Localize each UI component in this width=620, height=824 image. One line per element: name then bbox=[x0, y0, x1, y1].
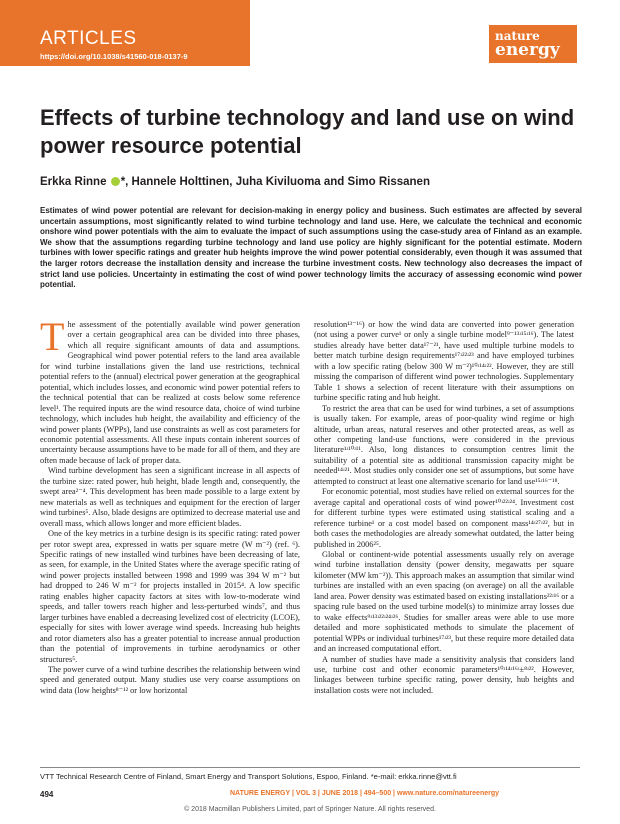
body-paragraph bbox=[40, 314, 300, 466]
body-paragraph: resolution¹³⁻¹⁶) or how the wind data are converted into power generation (not using a power curve¹ or only a single turbine model⁹⁻¹³ʴ¹⁵ʴ¹⁶). The latest studies already have better data¹⁷⁻²¹, have used multiple turbine models to better match turbine design requirements¹⁷ʴ²²ʴ²³ and have employed turbines with a low specific rating (below 300 W m⁻²)¹⁰ʴ¹⁴ʴ²². However, they are still missing the comparison of different wind power technologies. Supplementary Table 1 shows a selection of recent literature with their assumptions on turbine specific rating and hub height. bbox=[314, 320, 574, 403]
paragraph-text: he assessment of the potentially available wind power generation over a certain geographical area can be divided into three phases, which all require significant amounts of data and assumptions. Geographical wind power potential refers to the land area available for wind turbine installations given the land use restrictions, technical potential refers to the (annual) electrical power generation at the geographical potential, which includes losses, and economic wind power potential refers to the technical potential that can be realized at costs below some reference level¹. The required inputs are the wind resource data, choice of wind turbine technology, which includes hub height, the availability and efficiency of the wind power plants (WPPs), land use constraints as well as cost parameters for economic potential assessments. All these inputs contain inherent sources of uncertainty because assumptions have to be made for all of them, and they are often made because of lack of proper data. bbox=[40, 320, 300, 465]
journal-logo bbox=[489, 25, 577, 63]
section-label: ARTICLES bbox=[40, 28, 137, 49]
footer-divider bbox=[40, 767, 580, 768]
affiliation: VTT Technical Research Centre of Finland, Smart Energy and Transport Solutions, Espoo, Finland. *e-mail: erkka.rinne@vtt.fi bbox=[40, 772, 457, 781]
journal-info[interactable]: NATURE ENERGY | VOL 3 | JUNE 2018 | 494–500 | www.nature.com/natureenergy bbox=[230, 790, 500, 797]
body-paragraph: Global or continent-wide potential assessments usually rely on average wind turbine installation density (power density, megawatts per square kilometer (MW km⁻²)). This approach makes an assumption that similar wind turbines are installed with an even spacing (on average) on all the available land area. Power density was estimated based on existing installations²²ʴ¹⁶ or a spacing rule based on the used turbine model(s) to minimize array losses due to wake effects⁹ʴ¹³ʴ²²ʴ²⁴ʴ²⁶. Studies for smaller areas were able to use more detailed and more sophisticated methods to simulate the placement of potential WPPs or individual turbines¹⁷ʴ²³, but these require more detailed data and an increased computational effort. bbox=[314, 549, 574, 654]
abstract: Estimates of wind power potential are relevant for decision-making in energy policy and business. Such estimates are affected by several uncertain assumptions, most significantly related to wind turbine technology and land use. Here, we calculate the technical and economic onshore wind power potentials with the aim to evaluate the impact of such assumptions using the case-study area of Finland as an example. We show that the assumptions regarding turbine technology and land use policy are highly significant for the potential estimate. Modern turbines with lower specific ratings and greater hub heights improve the wind power potential considerably, even though it was assumed that the larger rotors decrease the installation density and increase the turbine investment costs. New technology also decreases the impact of strict land use policies. Uncertainty in estimating the cost of wind power technology limits the accuracy of assessing economic wind power potential. bbox=[40, 206, 582, 290]
body-paragraph: One of the key metrics in a turbine design is its specific rating: rated power per rotor swept area, expressed in watts per square metre (W m⁻²) (ref. ⁶). Specific ratings of new installed wind turbines have been decreasing of late, as seen, for example, in the United States where the average specific rating of wind power projects installed between 1998 and 1999 was 394 W m⁻² but had dropped to 246 W m⁻² for projects installed in 2015⁴. A low specific rating enables higher capacity factors at sites with low-to-moderate wind speeds, and taller towers reach higher and less-perturbed winds⁷, and thus larger turbines have enabled a decreasing levelized cost of electricity (LCOE), especially for sites with lower average wind speeds. Increasing hub heights and rotor diameters also has a greater potential to increase annual production than the potential of improvements in turbine aerodynamics or other structures⁵. bbox=[40, 529, 300, 664]
logo-nature-text: nature bbox=[495, 29, 540, 43]
logo-energy-text: energy bbox=[495, 40, 560, 60]
drop-cap: T bbox=[40, 314, 65, 359]
body-column-right bbox=[314, 320, 574, 696]
article-title: Effects of turbine technology and land use on wind power resource potential bbox=[40, 105, 575, 158]
page-number: 494 bbox=[40, 790, 54, 799]
author-list bbox=[40, 176, 430, 188]
body-paragraph: A number of studies have made a sensitivity analysis that considers land use, turbine cost and other economic parameters¹⁰ʴ¹⁴ʴ¹⁶ʴ±⁸ʴ²². However, linkages between turbine specific rating, power density, hub heights and installation costs were not included. bbox=[314, 654, 574, 695]
body-paragraph: To restrict the area that can be used for wind turbines, a set of assumptions is usually taken. For example, areas of poor-quality wind regime or high altitude, urban areas, natural reserves and other protected areas, as well as other competing land-use functions, were considered in the previous literature¹ʴ¹⁰ʴ¹¹. Also, long distances to consumption centres limit the suitability of a potential site as additional transmission capacity might be needed¹⁴ʴ²¹. Most studies only consider one set of assumptions, but some have attempted to construct at least one alternative scenario for land use¹⁵ʴ¹⁶⁻¹⁸. bbox=[314, 403, 574, 486]
author-others: *, Hannele Holttinen, Juha Kiviluoma and Simo Rissanen bbox=[120, 176, 430, 188]
body-paragraph: For economic potential, most studies have relied on external sources for the average capital and operational costs of wind power¹⁰ʴ²²ʴ²⁴. Investment cost for different turbine types were estimated using statistical scaling and a reference turbine¹ or a cost model based on component mass¹⁴ʴ²⁷ʴ²², but in both cases the methodologies are already somewhat outdated, the latter being published in 2006²⁵. bbox=[314, 487, 574, 549]
body-paragraph: Wind turbine development has seen a significant increase in all aspects of the turbine size: rated power, hub height, blade length and, consequently, the swept area²⁻⁴. This development has been made possible to a large extent by new materials as well as techniques and equipment for the erection of larger wind turbines⁵. Also, blade designs are optimized to decrease material use and overall mass, which allows longer and more efficient blades. bbox=[40, 466, 300, 528]
doi-link[interactable]: https://doi.org/10.1038/s41560-018-0137-9 bbox=[40, 52, 188, 61]
author-first[interactable]: Erkka Rinne bbox=[40, 176, 107, 188]
orcid-icon[interactable] bbox=[111, 177, 120, 186]
copyright: © 2018 Macmillan Publishers Limited, part of Springer Nature. All rights reserved. bbox=[184, 806, 436, 813]
body-paragraph: The power curve of a wind turbine describes the relationship between wind speed and generated output. Many studies use very coarse assumptions on wind data (low heights⁸⁻¹² or low horizontal bbox=[40, 664, 300, 695]
body-column-left bbox=[40, 314, 300, 696]
